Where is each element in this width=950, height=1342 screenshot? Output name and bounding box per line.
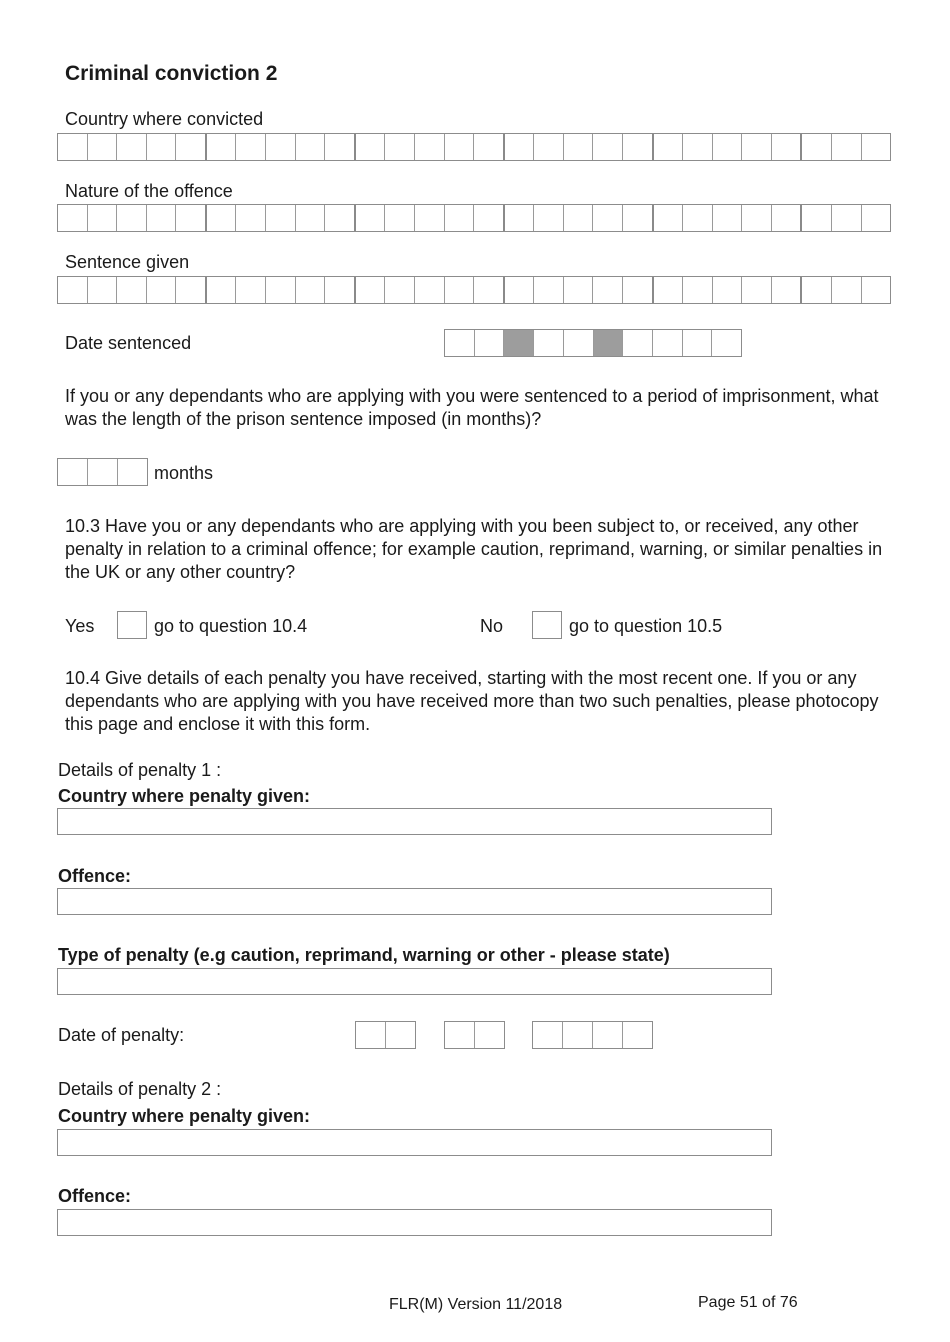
comb-cell[interactable] (296, 134, 326, 160)
date-sentenced-input[interactable] (444, 329, 742, 357)
comb-cell[interactable] (58, 277, 88, 303)
penalty1-country-label: Country where penalty given: (58, 786, 311, 806)
comb-cell[interactable] (533, 1022, 563, 1048)
comb-cell[interactable] (683, 134, 713, 160)
country-convicted-input[interactable] (57, 133, 891, 161)
comb-cell[interactable] (563, 1022, 593, 1048)
comb-cell[interactable] (147, 205, 177, 231)
comb-cell[interactable] (176, 134, 207, 160)
comb-cell[interactable] (147, 277, 177, 303)
comb-cell[interactable] (653, 330, 683, 356)
comb-cell[interactable] (445, 205, 475, 231)
comb-cell[interactable] (593, 277, 623, 303)
comb-cell[interactable] (356, 277, 386, 303)
penalty1-offence-input[interactable] (57, 888, 772, 915)
comb-cell[interactable] (88, 134, 118, 160)
penalty1-date-label: Date of penalty: (58, 1025, 185, 1045)
comb-cell[interactable] (88, 277, 118, 303)
comb-cell[interactable] (683, 205, 713, 231)
no-checkbox[interactable] (532, 611, 562, 639)
comb-cell[interactable] (385, 205, 415, 231)
comb-cell[interactable] (832, 205, 862, 231)
comb-cell[interactable] (712, 330, 741, 356)
penalty1-offence-label: Offence: (58, 866, 132, 886)
months-label: months (154, 463, 214, 483)
comb-cell[interactable] (117, 134, 147, 160)
penalty2-heading: Details of penalty 2 : (58, 1079, 222, 1099)
comb-cell[interactable] (296, 205, 326, 231)
comb-cell[interactable] (593, 134, 623, 160)
comb-cell[interactable] (742, 277, 772, 303)
comb-cell[interactable] (266, 277, 296, 303)
comb-cell[interactable] (236, 277, 266, 303)
comb-cell[interactable] (862, 134, 891, 160)
comb-cell[interactable] (594, 330, 624, 356)
comb-cell[interactable] (474, 277, 505, 303)
penalty1-country-input[interactable] (57, 808, 772, 835)
comb-cell[interactable] (683, 330, 713, 356)
comb-cell[interactable] (534, 205, 564, 231)
comb-cell[interactable] (623, 205, 654, 231)
comb-cell[interactable] (832, 134, 862, 160)
comb-cell[interactable] (862, 205, 891, 231)
penalty2-offence-input[interactable] (57, 1209, 772, 1236)
sentence-given-label: Sentence given (65, 252, 190, 272)
comb-cell[interactable] (564, 277, 594, 303)
comb-cell[interactable] (117, 205, 147, 231)
no-goto-text: go to question 10.5 (569, 616, 723, 636)
comb-cell[interactable] (832, 277, 862, 303)
comb-cell[interactable] (534, 134, 564, 160)
nature-offence-input[interactable] (57, 204, 891, 232)
no-label: No (480, 616, 504, 636)
comb-cell[interactable] (505, 205, 535, 231)
comb-cell[interactable] (266, 205, 296, 231)
comb-cell[interactable] (713, 134, 743, 160)
comb-cell[interactable] (207, 205, 237, 231)
penalty2-offence-label: Offence: (58, 1186, 132, 1206)
comb-cell[interactable] (356, 1022, 386, 1048)
comb-cell[interactable] (474, 205, 505, 231)
footer-page-number: Page 51 of 76 (698, 1294, 798, 1311)
comb-cell[interactable] (654, 134, 684, 160)
comb-cell[interactable] (802, 277, 832, 303)
comb-cell[interactable] (207, 277, 237, 303)
footer-version: FLR(M) Version 11/2018 (389, 1296, 563, 1313)
comb-cell[interactable] (445, 134, 475, 160)
comb-cell[interactable] (176, 205, 207, 231)
comb-cell[interactable] (356, 205, 386, 231)
comb-cell[interactable] (207, 134, 237, 160)
comb-cell[interactable] (654, 277, 684, 303)
comb-cell[interactable] (475, 1022, 504, 1048)
comb-cell[interactable] (58, 134, 88, 160)
comb-cell[interactable] (445, 277, 475, 303)
penalty1-date-day-input[interactable] (355, 1021, 416, 1049)
comb-cell[interactable] (176, 277, 207, 303)
penalty1-date-month-input[interactable] (444, 1021, 505, 1049)
comb-cell[interactable] (593, 1022, 623, 1048)
date-sentenced-label: Date sentenced (65, 333, 192, 353)
comb-cell[interactable] (88, 205, 118, 231)
penalty1-heading: Details of penalty 1 : (58, 760, 222, 780)
comb-cell[interactable] (742, 205, 772, 231)
comb-cell[interactable] (58, 205, 88, 231)
comb-cell[interactable] (415, 205, 445, 231)
comb-cell[interactable] (386, 1022, 415, 1048)
comb-cell[interactable] (623, 1022, 652, 1048)
comb-cell[interactable] (475, 330, 505, 356)
comb-cell[interactable] (713, 205, 743, 231)
nature-offence-label: Nature of the offence (65, 181, 233, 201)
question-10-3: 10.3 Have you or any dependants who are applying with you been subject to, or received, any other penalty in relation to a criminal offence; for example caution, reprimand, warning, or similar penalties in the UK or any other country? (65, 516, 883, 582)
comb-cell[interactable] (623, 330, 653, 356)
comb-cell[interactable] (385, 134, 415, 160)
penalty1-date-year-input[interactable] (532, 1021, 653, 1049)
comb-cell[interactable] (266, 134, 296, 160)
yes-checkbox[interactable] (117, 611, 147, 639)
comb-cell[interactable] (564, 205, 594, 231)
comb-cell[interactable] (802, 205, 832, 231)
comb-cell[interactable] (505, 277, 535, 303)
comb-cell[interactable] (445, 1022, 475, 1048)
penalty2-country-label: Country where penalty given: (58, 1106, 311, 1126)
comb-cell[interactable] (236, 134, 266, 160)
comb-cell[interactable] (88, 459, 118, 485)
yes-goto-text: go to question 10.4 (154, 616, 308, 636)
comb-cell[interactable] (534, 277, 564, 303)
comb-cell[interactable] (415, 277, 445, 303)
comb-cell[interactable] (654, 205, 684, 231)
comb-cell[interactable] (802, 134, 832, 160)
comb-cell[interactable] (683, 277, 713, 303)
comb-cell[interactable] (445, 330, 475, 356)
section-title: Criminal conviction 2 (65, 62, 278, 85)
comb-cell[interactable] (236, 205, 266, 231)
comb-cell[interactable] (564, 330, 594, 356)
prison-sentence-question: If you or any dependants who are applying with you were sentenced to a period of imprisonment, what was the length of the prison sentence imposed (in months)? (65, 386, 879, 429)
comb-cell[interactable] (564, 134, 594, 160)
comb-cell[interactable] (713, 277, 743, 303)
comb-cell[interactable] (505, 134, 535, 160)
comb-cell[interactable] (415, 134, 445, 160)
comb-cell[interactable] (385, 277, 415, 303)
penalty1-type-label: Type of penalty (e.g caution, reprimand, warning or other - please state) (58, 945, 670, 965)
comb-cell[interactable] (504, 330, 534, 356)
comb-cell[interactable] (623, 134, 654, 160)
comb-cell[interactable] (623, 277, 654, 303)
comb-cell[interactable] (742, 134, 772, 160)
penalty2-country-input[interactable] (57, 1129, 772, 1156)
months-input[interactable] (57, 458, 148, 486)
comb-cell[interactable] (325, 277, 356, 303)
comb-cell[interactable] (296, 277, 326, 303)
comb-cell[interactable] (534, 330, 564, 356)
comb-cell[interactable] (147, 134, 177, 160)
penalty1-type-input[interactable] (57, 968, 772, 995)
comb-cell[interactable] (772, 205, 803, 231)
comb-cell[interactable] (593, 205, 623, 231)
question-10-4: 10.4 Give details of each penalty you have received, starting with the most recent one. If you or any dependants who are applying with you have received more than two such penalties, please photocopy this page and enclose it with this form. (65, 668, 879, 734)
comb-cell[interactable] (862, 277, 891, 303)
sentence-given-input[interactable] (57, 276, 891, 304)
comb-cell[interactable] (58, 459, 88, 485)
yes-label: Yes (65, 616, 95, 636)
comb-cell[interactable] (325, 134, 356, 160)
comb-cell[interactable] (474, 134, 505, 160)
country-convicted-label: Country where convicted (65, 109, 264, 129)
comb-cell[interactable] (772, 134, 803, 160)
comb-cell[interactable] (772, 277, 803, 303)
comb-cell[interactable] (325, 205, 356, 231)
comb-cell[interactable] (356, 134, 386, 160)
comb-cell[interactable] (118, 459, 147, 485)
comb-cell[interactable] (117, 277, 147, 303)
